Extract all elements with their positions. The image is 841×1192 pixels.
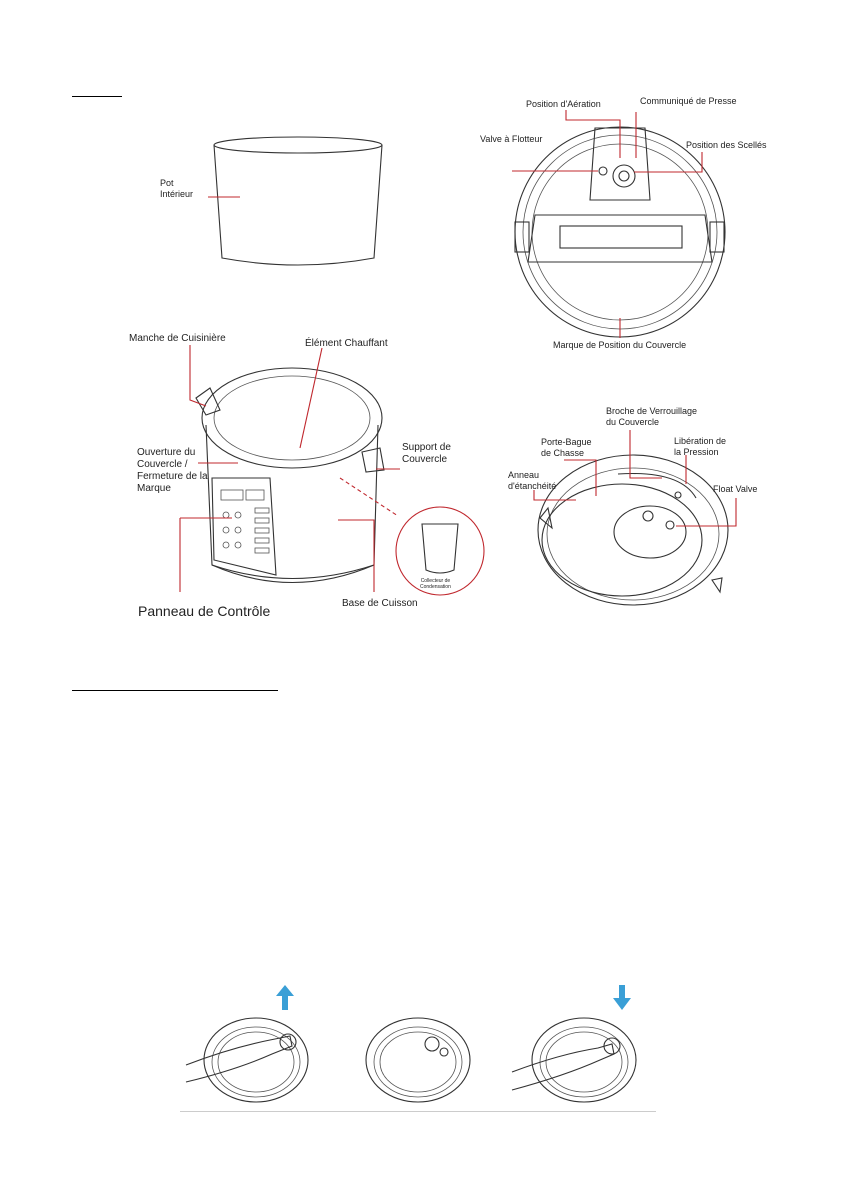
- label-lid-opening: Ouverture du Couvercle / Fermeture de la Marque: [137, 447, 208, 494]
- label-lid-position-mark: Marque de Position du Couvercle: [553, 340, 687, 350]
- label-seal-ring: Anneau d'étanchéité: [508, 470, 557, 491]
- label-float-valve-bottom: Float Valve: [713, 484, 758, 494]
- label-float-valve-top: Valve à Flotteur: [480, 134, 543, 144]
- inner-pot-label: Pot Intérieur: [160, 178, 194, 199]
- label-vent-position: Position d'Aération: [526, 99, 601, 109]
- label-lock-pin: Broche de Verrouillage du Couvercle: [606, 406, 698, 427]
- label-cooking-base: Base de Cuisson: [342, 598, 418, 609]
- label-control-panel: Panneau de Contrôle: [138, 603, 271, 619]
- label-pressure-release: Libération de la Pression: [674, 436, 727, 457]
- label-condensation-collector: Collecteur de Condensation: [420, 578, 451, 590]
- label-heating-element: Élément Chauffant: [305, 338, 388, 349]
- label-lid-support: Support de Couvercle: [402, 442, 451, 465]
- label-seal-position: Position des Scellés: [686, 140, 767, 150]
- label-ring-holder: Porte-Bague de Chasse: [541, 437, 592, 458]
- label-handle: Manche de Cuisinière: [129, 333, 226, 344]
- label-press-release: Communiqué de Presse: [640, 96, 737, 106]
